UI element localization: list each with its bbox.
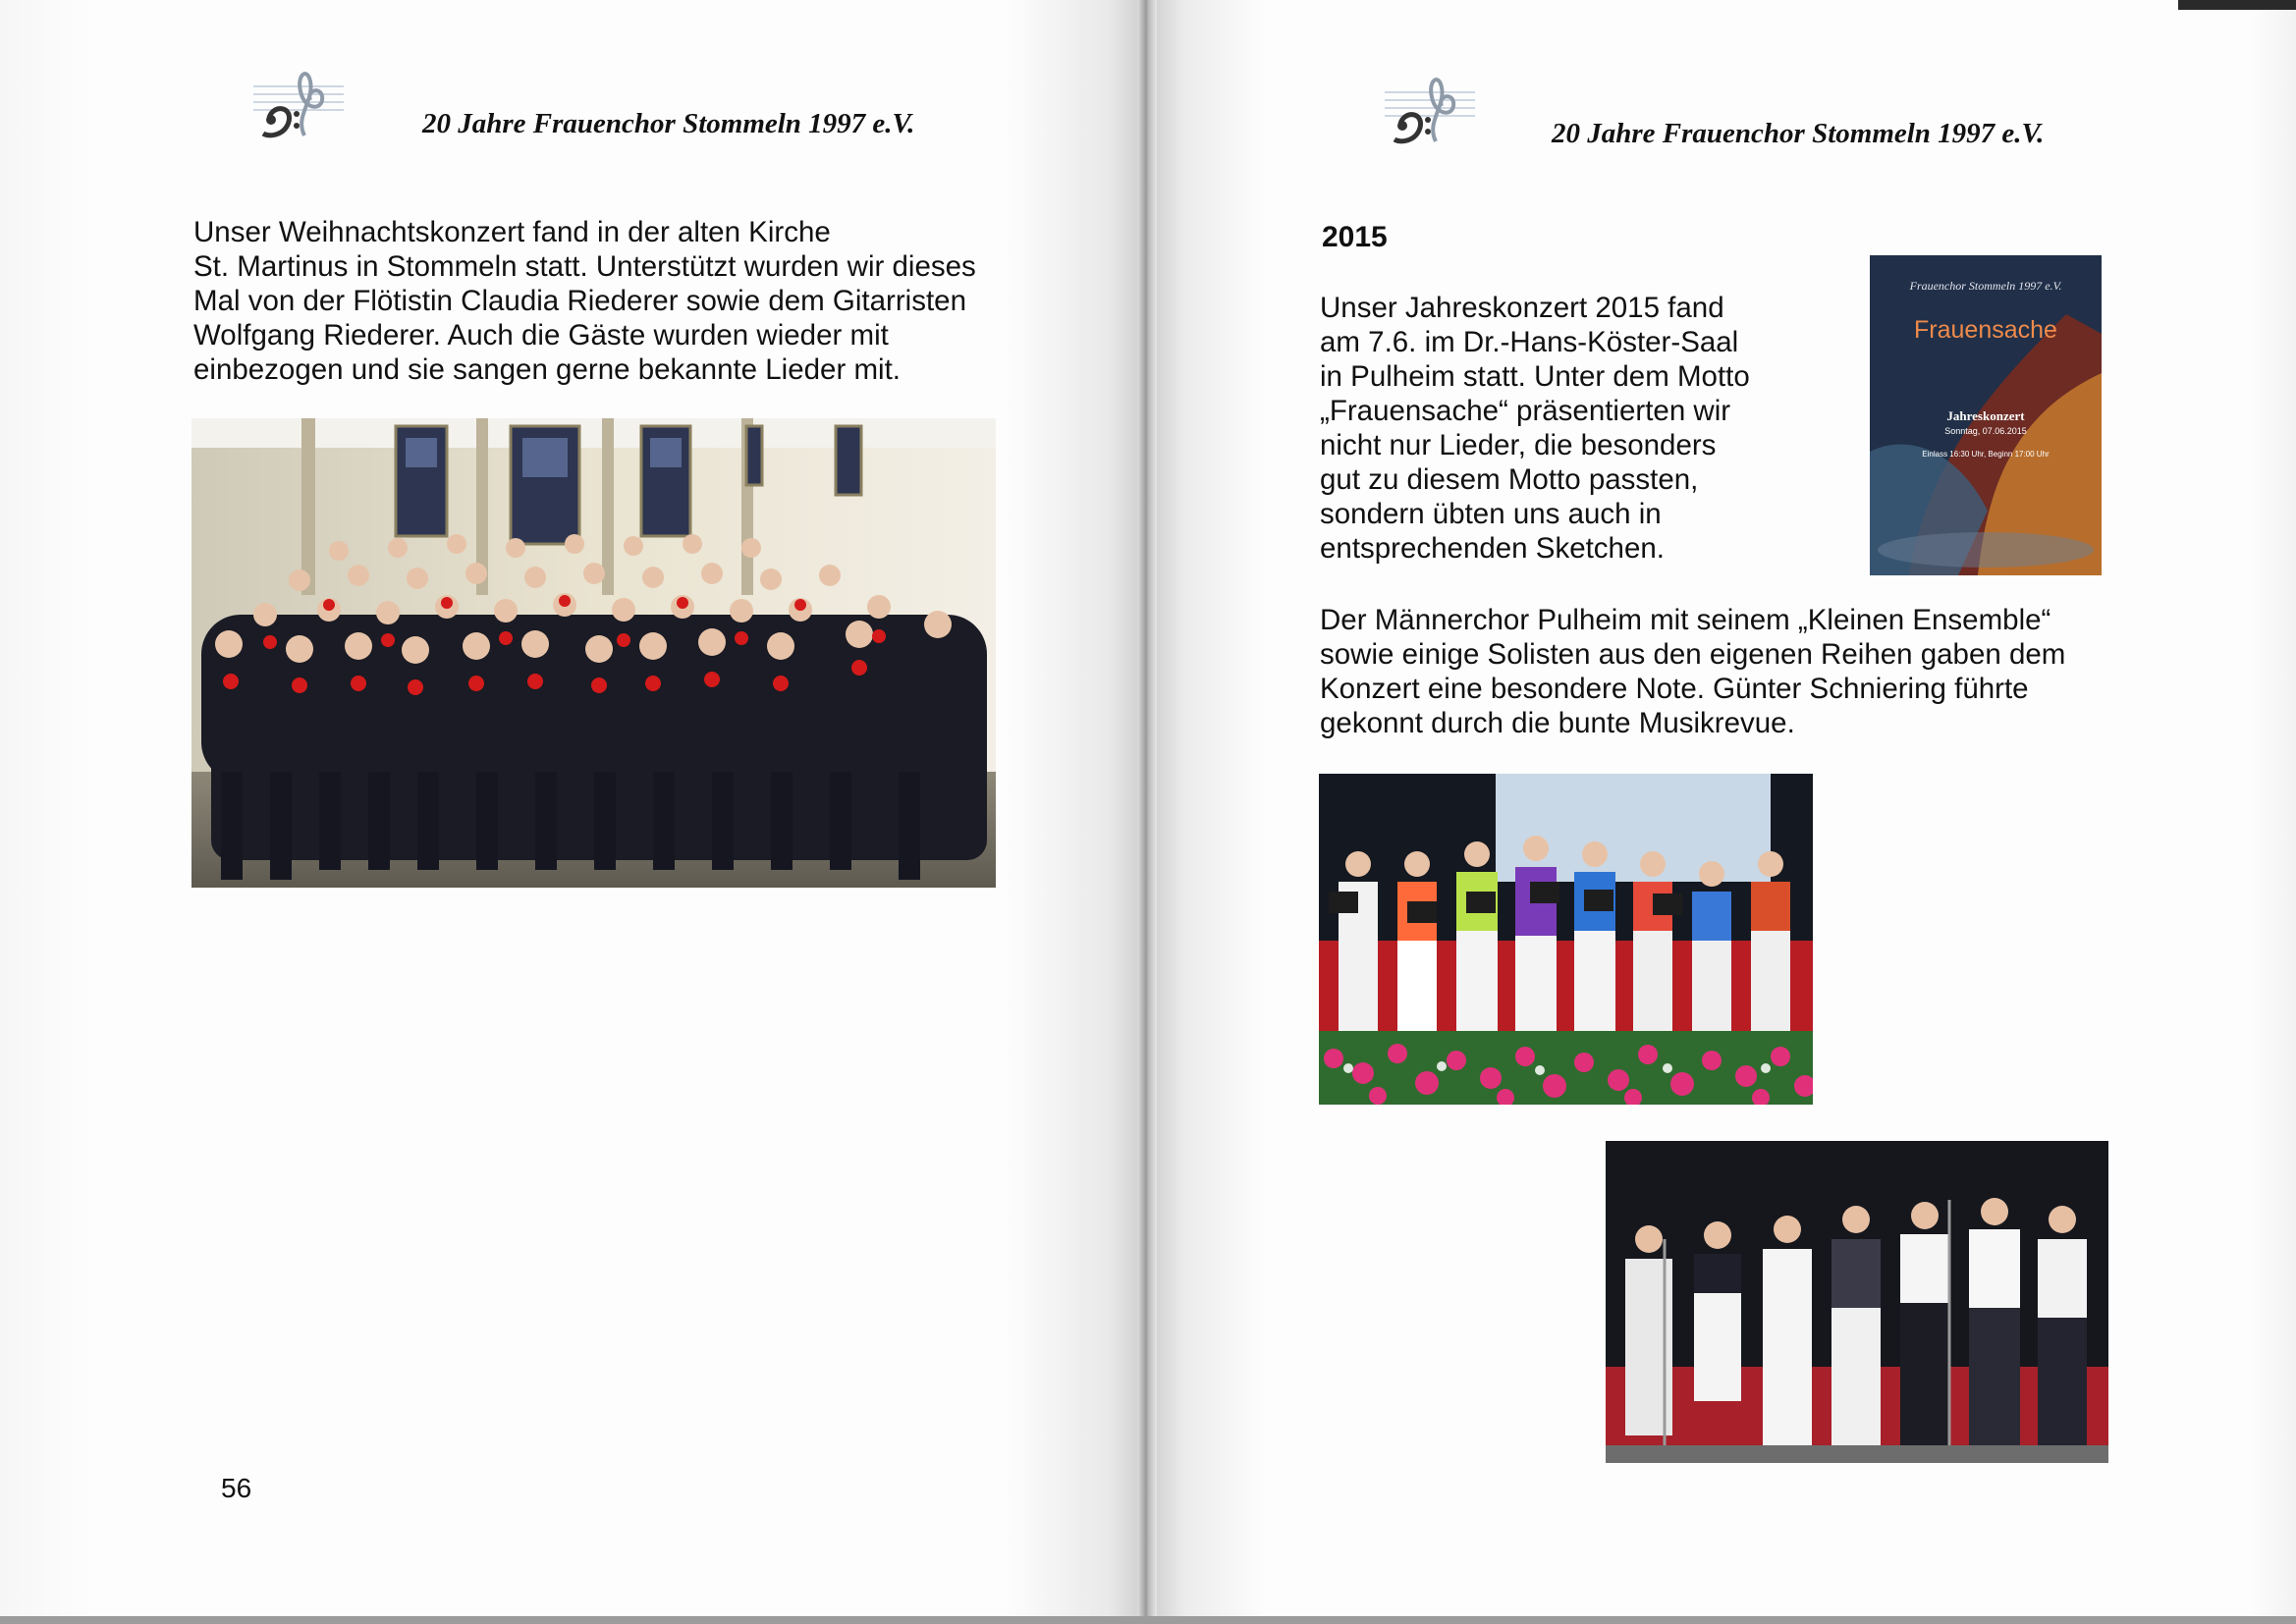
text-line: nicht nur Lieder, die besonders bbox=[1320, 429, 1717, 461]
text-line: sowie einige Solisten aus den eigenen Reihen gaben dem bbox=[1320, 638, 2066, 671]
book-gutter bbox=[1137, 0, 1157, 1624]
left-paragraph bbox=[193, 215, 1077, 387]
right-paragraph-1 bbox=[1320, 291, 1831, 566]
page-header-title: 20 Jahre Frauenchor Stommeln 1997 e.V. bbox=[1552, 118, 2045, 149]
text-line: „Frauensache“ präsentierten wir bbox=[1320, 395, 1731, 427]
poster-title: Frauensache bbox=[1914, 316, 2057, 344]
text-line: Der Männerchor Pulheim mit seinem „Kleinen Ensemble“ bbox=[1320, 604, 2051, 636]
poster-top-line: Frauenchor Stommeln 1997 e.V. bbox=[1909, 279, 2062, 293]
poster-date: Sonntag, 07.06.2015 bbox=[1944, 426, 2027, 436]
choir-stage-flowers-photo bbox=[1319, 774, 1813, 1105]
music-clef-logo-icon bbox=[1377, 63, 1485, 151]
text-line: am 7.6. im Dr.-Hans-Köster-Saal bbox=[1320, 326, 1739, 358]
right-paragraph-2 bbox=[1320, 603, 2125, 740]
choir-church-photo bbox=[191, 418, 996, 888]
text-line: in Pulheim statt. Unter dem Motto bbox=[1320, 360, 1750, 393]
poster-subtitle: Jahreskonzert bbox=[1946, 408, 2025, 423]
section-year: 2015 bbox=[1322, 221, 1388, 253]
choir-microphones-photo bbox=[1606, 1141, 2108, 1463]
poster-time: Einlass 16:30 Uhr, Beginn 17:00 Uhr bbox=[1922, 450, 2050, 459]
text-line: sondern übten uns auch in bbox=[1320, 498, 1662, 530]
page-header-title: 20 Jahre Frauenchor Stommeln 1997 e.V. bbox=[422, 108, 915, 139]
text-line: Mal von der Flötistin Claudia Riederer sowie dem Gitarristen bbox=[193, 285, 966, 317]
text-line: Unser Weihnachtskonzert fand in der alten Kirche bbox=[193, 216, 831, 248]
text-line: St. Martinus in Stommeln statt. Unterstützt wurden wir dieses bbox=[193, 250, 976, 283]
page-number: 56 bbox=[221, 1473, 252, 1503]
text-line: entsprechenden Sketchen. bbox=[1320, 532, 1665, 565]
text-line: Unser Jahreskonzert 2015 fand bbox=[1320, 292, 1724, 324]
page-edge-shadow bbox=[2178, 0, 2296, 10]
text-line: gut zu diesem Motto passten, bbox=[1320, 463, 1699, 496]
text-line: gekonnt durch die bunte Musikrevue. bbox=[1320, 707, 1795, 739]
page-bottom-edge bbox=[0, 1616, 2296, 1624]
text-line: Wolfgang Riederer. Auch die Gäste wurden wieder mit bbox=[193, 319, 889, 352]
concert-poster bbox=[1870, 255, 2102, 575]
music-clef-logo-icon bbox=[246, 57, 354, 145]
text-line: Konzert eine besondere Note. Günter Schniering führte bbox=[1320, 673, 2029, 705]
text-line: einbezogen und sie sangen gerne bekannte Lieder mit. bbox=[193, 353, 901, 386]
